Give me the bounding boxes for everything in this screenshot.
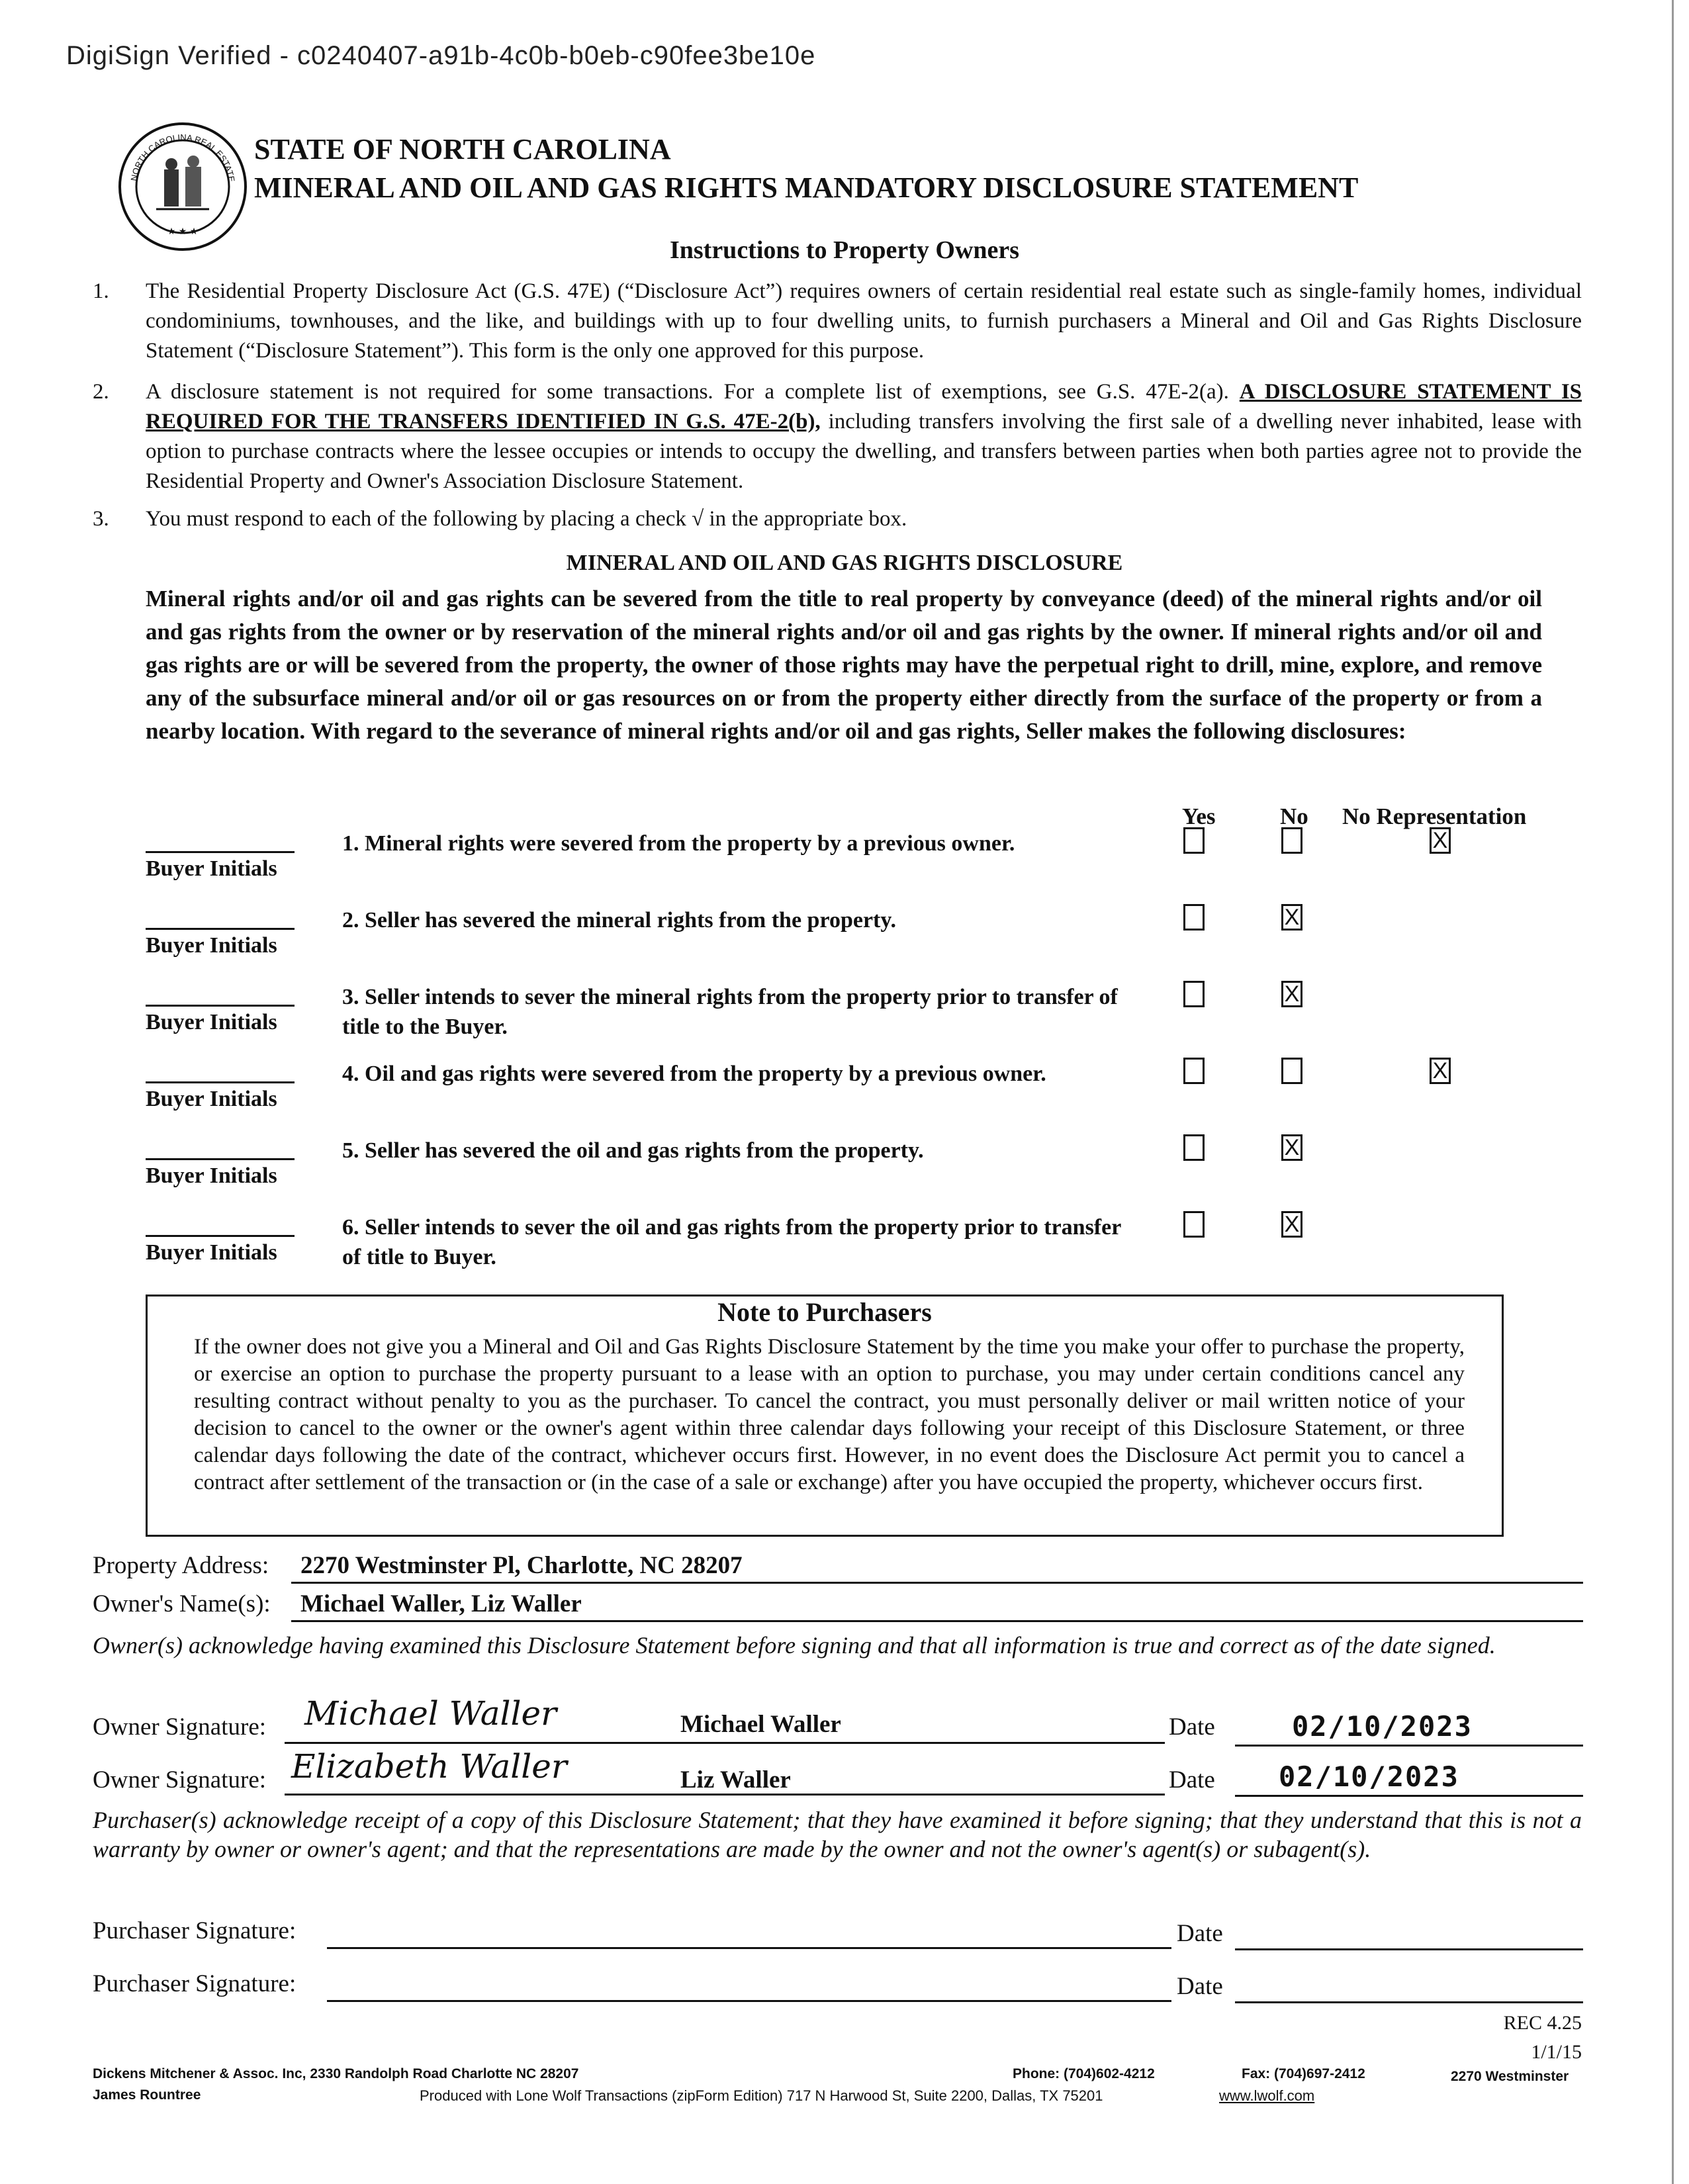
checkbox-no[interactable] bbox=[1281, 827, 1302, 854]
note-body: If the owner does not give you a Mineral and Oil and Gas Rights Disclosure Statement by the time you make your offer to purchase the property, or exercise an option to purchase the property pursuant to a lease with an option to purchase, you may under certain conditions cancel any resulting contract without penalty to you as the purchaser. To cancel the contract, you must personally deliver or mail written notice of your decision to cancel to the owner or the owner's agent within three calendar days following your receipt of this Disclosure Statement, or three calendar days following the date of the contract, whichever occurs first. However, in no event does the Disclosure Act permit you to cancel a contract after settlement of the transaction or (in the case of a sale or exchange) after you have occupied the property, whichever occurs first. bbox=[194, 1335, 1465, 1494]
owner-signature-line-1 bbox=[285, 1742, 1165, 1744]
page-title-state: STATE OF NORTH CAROLINA bbox=[254, 133, 671, 165]
purchaser-date-line-1[interactable] bbox=[1235, 1948, 1583, 1950]
commission-seal-icon bbox=[116, 120, 249, 253]
question-text: 3. Seller intends to sever the mineral rights from the property prior to transfer of title to the Buyer. bbox=[342, 985, 1118, 1039]
instruction-item-2 bbox=[93, 377, 1582, 496]
buyer-initials-line[interactable] bbox=[146, 1235, 295, 1237]
property-address-label: Property Address: bbox=[93, 1552, 269, 1579]
owner-printed-name-1: Michael Waller bbox=[680, 1711, 841, 1738]
purchaser-date-line-2[interactable] bbox=[1235, 2001, 1583, 2003]
instruction-text bbox=[146, 377, 1582, 496]
buyer-initials-line[interactable] bbox=[146, 1158, 295, 1160]
owner-signature-2: Elizabeth Waller bbox=[291, 1747, 567, 1786]
buyer-initials-label: Buyer Initials bbox=[146, 856, 277, 881]
owner-signature-label: Owner Signature: bbox=[93, 1766, 267, 1794]
checkbox-no-rep[interactable]: X bbox=[1430, 1058, 1451, 1084]
owner-date-label-2: Date bbox=[1169, 1766, 1215, 1794]
buyer-initials-label: Buyer Initials bbox=[146, 1240, 277, 1265]
checkbox-yes[interactable] bbox=[1183, 827, 1205, 854]
buyer-initials-label: Buyer Initials bbox=[146, 1163, 277, 1188]
instruction-emphasis: A DISCLOSURE STATEMENT IS REQUIRED FOR THE TRANSFERS IDENTIFIED IN G.S. 47E-2(b), bbox=[146, 380, 1582, 433]
page-edge-line bbox=[1672, 0, 1674, 2184]
question-text: 5. Seller has severed the oil and gas rights from the property. bbox=[342, 1138, 924, 1163]
owners-name-label: Owner's Name(s): bbox=[93, 1590, 271, 1617]
svg-text:★ ★ ★: ★ ★ ★ bbox=[167, 226, 199, 237]
buyer-initials-line[interactable] bbox=[146, 851, 295, 853]
question-text: 4. Oil and gas rights were severed from the property by a previous owner. bbox=[342, 1062, 1046, 1086]
buyer-initials-label: Buyer Initials bbox=[146, 1087, 277, 1111]
buyer-initials-line[interactable] bbox=[146, 1005, 295, 1007]
footer-fax: Fax: (704)697-2412 bbox=[1242, 2066, 1365, 2081]
instruction-item-1 bbox=[93, 277, 1582, 369]
page-title-form: MINERAL AND OIL AND GAS RIGHTS MANDATORY DISCLOSURE STATEMENT bbox=[254, 171, 1359, 204]
instructions-heading: Instructions to Property Owners bbox=[669, 236, 1020, 264]
owner-date-value-1: 02/10/2023 bbox=[1292, 1710, 1473, 1743]
instruction-number: 2. bbox=[93, 380, 109, 404]
checkbox-yes[interactable] bbox=[1183, 1211, 1205, 1238]
checkbox-no[interactable]: X bbox=[1281, 1211, 1302, 1238]
checkbox-no-rep[interactable]: X bbox=[1430, 827, 1451, 854]
checkbox-yes[interactable] bbox=[1183, 1134, 1205, 1161]
disclosure-text: Mineral rights and/or oil and gas rights can be severed from the title to real property by conveyance (deed) of the mineral rights and/or oil and gas rights from the owner or by reservation of the mineral rights and/or oil and gas rights by the owner. If mineral rights and/or oil and gas rights are or will be severed from the property, the owner of those rights may have the perpetual right to drill, mine, explore, and remove any of the subsurface mineral and/or oil or gas resources on or from the property either directly from the surface of the property or from a nearby location. With regard to the severance of mineral rights and/or oil and gas rights, Seller makes the following disclosures: bbox=[146, 586, 1542, 744]
question-text: 2. Seller has severed the mineral rights from the property. bbox=[342, 908, 896, 933]
purchaser-signature-line-2[interactable] bbox=[327, 2000, 1171, 2002]
owners-name-line bbox=[291, 1620, 1583, 1622]
form-code: REC 4.25 bbox=[1503, 2012, 1582, 2034]
instruction-number: 3. bbox=[93, 507, 109, 531]
instruction-text-part: A disclosure statement is not required for some transactions. For a complete list of exemptions, see G.S. 47E-2(a). bbox=[146, 380, 1229, 404]
column-yes-header: Yes bbox=[1182, 803, 1216, 829]
checkbox-no[interactable]: X bbox=[1281, 981, 1302, 1007]
footer-phone: Phone: (704)602-4212 bbox=[1013, 2066, 1155, 2081]
owner-date-line-2 bbox=[1235, 1795, 1583, 1797]
footer-company: Dickens Mitchener & Assoc. Inc, 2330 Randolph Road Charlotte NC 28207 bbox=[93, 2066, 579, 2081]
buyer-initials-label: Buyer Initials bbox=[146, 1010, 277, 1034]
svg-text:NORTH CAROLINA REAL ESTATE COM: NORTH CAROLINA REAL ESTATE bbox=[128, 132, 237, 183]
instruction-text-part: including transfers involving the first sale of a dwelling never inhabited, lease with option to purchase contracts where the lessee occupies or intends to occupy the dwelling, and transfers between parties when both parties agree not to provide the Residential Property and Owner's Association Disclosure Statement. bbox=[146, 410, 1582, 493]
checkbox-no[interactable] bbox=[1281, 1058, 1302, 1084]
footer-file: 2270 Westminster bbox=[1451, 2069, 1569, 2084]
owner-printed-name-2: Liz Waller bbox=[680, 1766, 791, 1794]
purchaser-signature-label-2: Purchaser Signature: bbox=[93, 1970, 297, 1997]
instruction-item-3 bbox=[93, 504, 1582, 534]
owner-signature-line-2 bbox=[285, 1794, 1165, 1796]
checkbox-no[interactable]: X bbox=[1281, 1134, 1302, 1161]
purchaser-signature-label-1: Purchaser Signature: bbox=[93, 1917, 297, 1944]
owner-date-label-1: Date bbox=[1169, 1713, 1215, 1741]
owners-name-value: Michael Waller, Liz Waller bbox=[300, 1590, 582, 1617]
buyer-initials-line[interactable] bbox=[146, 1081, 295, 1083]
instruction-number: 1. bbox=[93, 279, 109, 303]
owner-date-line-1 bbox=[1235, 1745, 1583, 1747]
purchaser-signature-line-1[interactable] bbox=[327, 1947, 1171, 1949]
owner-signature-1: Michael Waller bbox=[304, 1694, 557, 1733]
buyer-initials-label: Buyer Initials bbox=[146, 933, 277, 958]
form-date: 1/1/15 bbox=[1531, 2041, 1582, 2063]
question-text: 6. Seller intends to sever the oil and gas rights from the property prior to transfer of title to Buyer. bbox=[342, 1215, 1121, 1269]
footer-produced: Produced with Lone Wolf Transactions (zipForm Edition) 717 N Harwood St, Suite 2200, Dallas, TX 75201 bbox=[420, 2087, 1103, 2104]
owner-date-value-2: 02/10/2023 bbox=[1279, 1760, 1459, 1793]
property-address-line bbox=[291, 1582, 1583, 1584]
instruction-text: The Residential Property Disclosure Act (G.S. 47E) (“Disclosure Act”) requires owners of certain residential real estate such as single-family homes, individual condominiums, townhouses, and the like, and buildings with up to four dwelling units, to furnish purchasers a Mineral and Oil and Gas Rights Disclosure Statement (“Disclosure Statement”). This form is the only one approved for this purpose. bbox=[146, 279, 1582, 363]
owner-acknowledgement: Owner(s) acknowledge having examined this Disclosure Statement before signing and that all information is true and correct as of the date signed. bbox=[93, 1632, 1496, 1659]
checkbox-yes[interactable] bbox=[1183, 981, 1205, 1007]
checkbox-yes[interactable] bbox=[1183, 904, 1205, 931]
disclosure-heading: MINERAL AND OIL AND GAS RIGHTS DISCLOSURE bbox=[566, 551, 1123, 575]
instruction-text: You must respond to each of the following by placing a check √ in the appropriate box. bbox=[146, 507, 907, 531]
note-to-purchasers-box bbox=[146, 1295, 1504, 1537]
note-heading: Note to Purchasers bbox=[717, 1297, 932, 1327]
footer-url-link[interactable]: www.lwolf.com bbox=[1219, 2087, 1315, 2104]
question-text: 1. Mineral rights were severed from the property by a previous owner. bbox=[342, 831, 1015, 856]
owner-signature-label: Owner Signature: bbox=[93, 1713, 267, 1741]
purchaser-date-label-1: Date bbox=[1177, 1920, 1223, 1947]
column-no-representation-header: No Representation bbox=[1342, 803, 1527, 829]
column-no-header: No bbox=[1280, 803, 1308, 829]
purchaser-date-label-2: Date bbox=[1177, 1973, 1223, 2000]
checkbox-yes[interactable] bbox=[1183, 1058, 1205, 1084]
footer-agent: James Rountree bbox=[93, 2087, 201, 2103]
property-address-value: 2270 Westminster Pl, Charlotte, NC 28207 bbox=[300, 1552, 743, 1579]
purchaser-acknowledgement: Purchaser(s) acknowledge receipt of a copy of this Disclosure Statement; that they have examined it before signing; that they understand that this is not a warranty by owner or owner's agent; and that the representations are made by the owner and not the owner's agent(s) or subagent(s). bbox=[93, 1807, 1582, 1862]
buyer-initials-line[interactable] bbox=[146, 928, 295, 930]
checkbox-no[interactable]: X bbox=[1281, 904, 1302, 931]
digisign-verification: DigiSign Verified - c0240407-a91b-4c0b-b0eb-c90fee3be10e bbox=[66, 41, 816, 70]
